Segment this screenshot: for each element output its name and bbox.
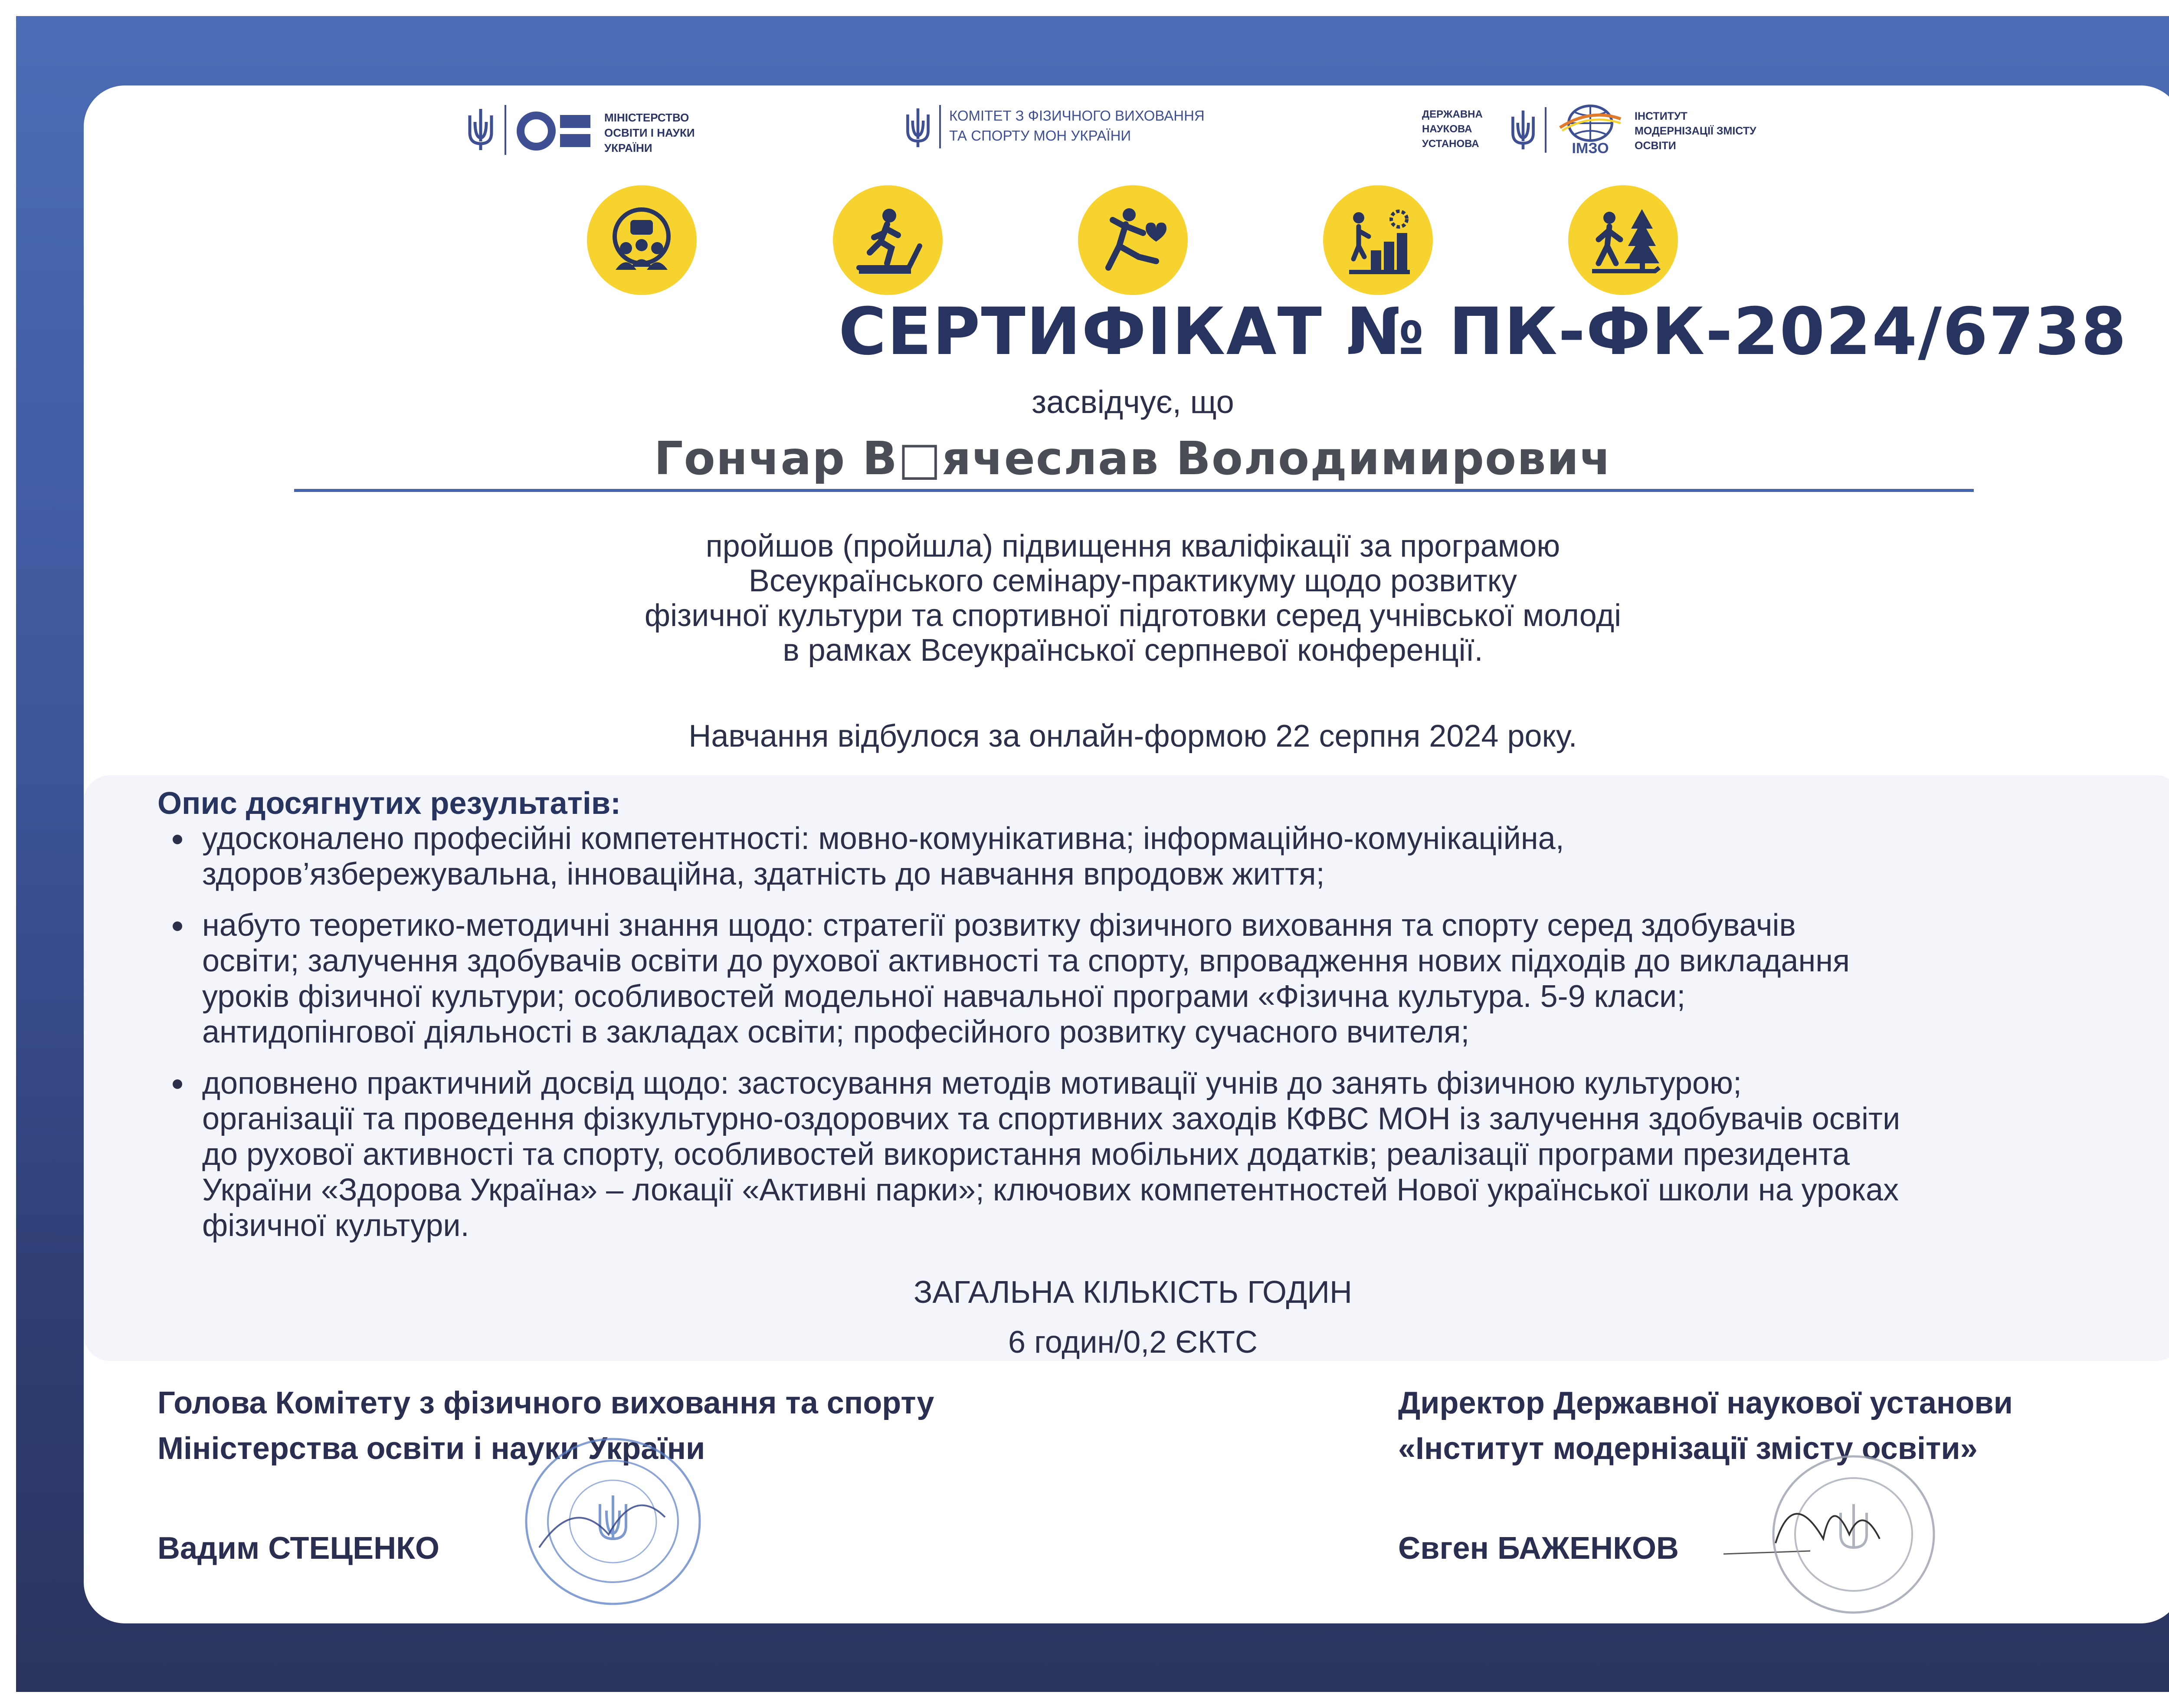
list-item-line: здоров’язбережувальна, інноваційна, здатність до навчання впродовж життя; — [202, 857, 1325, 892]
committee-logo-line2: ТА СПОРТУ МОН УКРАЇНИ — [949, 128, 1131, 144]
certificate-body — [84, 529, 2169, 668]
position-line: Голова Комітету з фізичного виховання та спорту — [157, 1386, 934, 1420]
certificate-title: СЕРТИФІКАТ № ПК-ФК-2024/6738 — [839, 294, 2127, 370]
list-item-line: набуто теоретико-методичні знання щодо: стратегії розвитку фізичного виховання та спорту серед здобувачів — [202, 908, 1796, 943]
body-line: фізичної культури та спортивної підготовки серед учнівської молоді — [644, 598, 1622, 633]
list-item — [157, 1065, 2153, 1243]
imzo-left-line2: НАУКОВА — [1422, 123, 1472, 135]
group-chat-icon — [587, 185, 697, 295]
mon-logo — [465, 101, 747, 157]
list-item-line: фізичної культури. — [202, 1208, 469, 1243]
training-date-line: Навчання відбулося за онлайн-формою 22 серпня 2024 року. — [688, 719, 1577, 754]
name-underline — [294, 489, 1974, 492]
results-list — [157, 821, 2153, 1259]
committee-logo-line1: КОМІТЕТ З ФІЗИЧНОГО ВИХОВАННЯ — [949, 108, 1205, 124]
list-item — [157, 908, 2153, 1050]
list-item-line: удосконалено професійні компетентності: мовно-комунікативна; інформаційно-комунікаційна, — [202, 821, 1564, 856]
logo-divider — [505, 105, 506, 155]
imzo-logo — [1422, 98, 1899, 159]
hours-label: ЗАГАЛЬНА КІЛЬКІСТЬ ГОДИН — [914, 1275, 1352, 1310]
list-item-line: України «Здорова Україна» – локації «Активні парки»; ключових компетентностей Нової української школи на уроках — [202, 1173, 1899, 1207]
stretching-heart-icon — [1078, 185, 1188, 295]
list-item-line: до рухової активності та спорту, особливостей використання мобільних додатків; реалізації програми президента — [202, 1137, 1850, 1172]
certifies-text: засвідчує, що — [1032, 384, 1234, 420]
list-item-line: антидопінгової діяльності в закладах освіти; професійного розвитку сучасного вчителя; — [202, 1015, 1470, 1049]
committee-stamp-icon — [522, 1435, 704, 1608]
position-line: Директор Державної наукової установи — [1398, 1386, 2013, 1420]
logo-divider — [939, 105, 941, 148]
treadmill-runner-icon — [833, 185, 943, 295]
trident-icon — [465, 107, 496, 152]
left-signatory-name: Вадим СТЕЦЕНКО — [157, 1531, 440, 1566]
imzo-left-line1: ДЕРЖАВНА — [1422, 108, 1483, 120]
body-line: пройшов (пройшла) підвищення кваліфікації за програмою — [705, 529, 1560, 564]
mon-logo-line1: МІНІСТЕРСТВО — [604, 111, 689, 124]
bullet-dot — [173, 1079, 182, 1089]
imzo-left-line3: УСТАНОВА — [1422, 138, 1479, 150]
results-title: Опис досягнутих результатів: — [157, 786, 621, 821]
recipient-name: Гончар В□ячеслав Володимирович — [654, 432, 1612, 485]
logo-divider — [1545, 107, 1546, 153]
bullet-dot — [173, 921, 182, 931]
trident-icon — [904, 105, 932, 151]
list-item — [157, 821, 2153, 892]
hours-value: 6 годин/0,2 ЄКТС — [1008, 1325, 1258, 1360]
mon-logo-line2: ОСВІТИ І НАУКИ — [604, 126, 695, 139]
imzo-right-line1: ІНСТИТУТ — [1635, 110, 1687, 122]
bullet-dot — [173, 835, 182, 844]
list-item-line: доповнено практичний досвід щодо: застосування методів мотивації учнів до занять фізичною культурою; — [202, 1066, 1742, 1101]
list-item-line: освіти; залучення здобувачів освіти до рухової активності та спорту, впровадження нових підходів до викладання — [202, 944, 1850, 978]
hiker-tree-icon — [1568, 185, 1678, 295]
list-item-line: організації та проведення фізкультурно-оздоровчих та спортивних заходів КФВС МОН із залучення здобувачів освіти — [202, 1102, 1900, 1136]
committee-logo — [904, 101, 1294, 157]
mon-emblem-icon — [517, 111, 595, 151]
body-line: в рамках Всеукраїнської серпневої конференції. — [783, 633, 1483, 668]
globe-icon — [1556, 104, 1625, 143]
mon-logo-line3: УКРАЇНИ — [604, 141, 652, 154]
position-line: «Інститут модернізації змісту освіти» — [1398, 1431, 1978, 1466]
list-item-line: уроків фізичної культури; особливостей модельної навчальної програми «Фізична культура. 5-9 класи; — [202, 979, 1686, 1014]
steps-gear-chart-icon — [1323, 185, 1433, 295]
institute-stamp-icon — [1723, 1452, 1940, 1617]
imzo-abbr: ІМЗО — [1572, 140, 1609, 157]
right-signatory-name: Євген БАЖЕНКОВ — [1398, 1531, 1679, 1566]
trident-icon — [1509, 107, 1537, 153]
imzo-right-line3: ОСВІТИ — [1635, 140, 1676, 152]
certificate-card — [84, 85, 2169, 1623]
body-line: Всеукраїнського семінару-практикуму щодо розвитку — [748, 564, 1517, 598]
imzo-right-line2: МОДЕРНІЗАЦІЇ ЗМІСТУ — [1635, 125, 1756, 137]
position-line: Міністерства освіти і науки України — [157, 1431, 705, 1466]
